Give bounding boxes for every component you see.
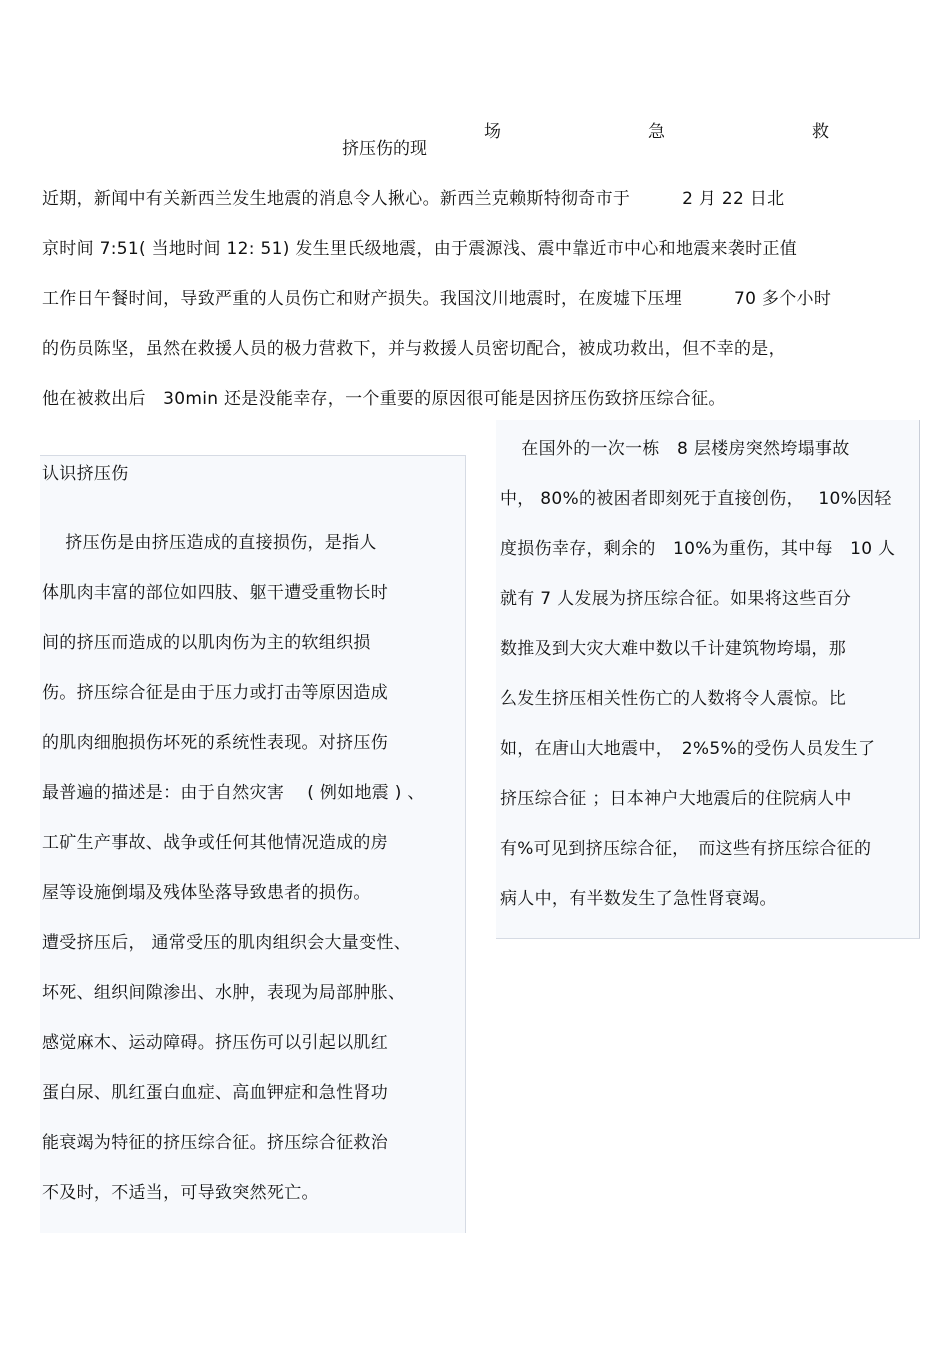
right-line: 病人中，有半数发生了急性肾衰竭。 [500, 889, 777, 909]
left-line: 间的挤压而造成的以肌肉伤为主的软组织损 [42, 633, 371, 653]
right-line: 如，在唐山大地震中， 2%5%的受伤人员发生了 [500, 739, 876, 759]
left-line: 屋等设施倒塌及残体坠落导致患者的损伤。 [42, 883, 371, 903]
intro-line: 近期，新闻中有关新西兰发生地震的消息令人揪心。新西兰克赖斯特彻奇市于 2 月 22 日北 [42, 189, 785, 209]
page-title-part-3: 急 [648, 122, 665, 142]
intro-line: 工作日午餐时间，导致严重的人员伤亡和财产损失。我国汶川地震时，在废墟下压埋 70 多个小时 [42, 289, 832, 309]
intro-line: 他在被救出后 30min 还是没能幸存，一个重要的原因很可能是因挤压伤致挤压综合征。 [42, 389, 726, 409]
left-line: 蛋白尿、肌红蛋白血症、高血钾症和急性肾功 [42, 1083, 388, 1103]
right-line: 么发生挤压相关性伤亡的人数将令人震惊。比 [500, 689, 846, 709]
right-line: 有%可见到挤压综合征， 而这些有挤压综合征的 [500, 839, 872, 859]
section-heading: 认识挤压伤 [42, 464, 129, 484]
right-text-box [496, 420, 920, 939]
left-line: 的肌肉细胞损伤坏死的系统性表现。对挤压伤 [42, 733, 388, 753]
right-line: 度损伤幸存，剩余的 10%为重伤，其中每 10 人 [500, 539, 896, 559]
left-line: 能衰竭为特征的挤压综合征。挤压综合征救治 [42, 1133, 388, 1153]
left-text-box [40, 455, 466, 1233]
right-line: 数推及到大灾大难中数以千计建筑物垮塌，那 [500, 639, 846, 659]
left-line: 遭受挤压后， 通常受压的肌肉组织会大量变性、 [42, 933, 412, 953]
intro-line: 京时间 7:51( 当地时间 12: 51) 发生里氏级地震，由于震源浅、震中靠近市中心和地震来袭时正值 [42, 239, 798, 259]
page-title-part-2: 场 [484, 122, 501, 142]
left-line: 感觉麻木、运动障碍。挤压伤可以引起以肌红 [42, 1033, 388, 1053]
left-line: 工矿生产事故、战争或任何其他情况造成的房 [42, 833, 388, 853]
right-line: 挤压综合征 ；日本神户大地震后的住院病人中 [500, 789, 852, 809]
right-line: 中， 80%的被困者即刻死于直接创伤， 10%因轻 [500, 489, 892, 509]
left-line: 不及时，不适当，可导致突然死亡。 [42, 1183, 319, 1203]
left-line: 坏死、组织间隙渗出、水肿，表现为局部肿胀、 [42, 983, 406, 1003]
left-line: 伤。挤压综合征是由于压力或打击等原因造成 [42, 683, 388, 703]
left-line: 最普遍的描述是：由于自然灾害 ( 例如地震 ) 、 [42, 783, 425, 803]
left-line: 体肌肉丰富的部位如四肢、躯干遭受重物长时 [42, 583, 388, 603]
right-line: 在国外的一次一栋 8 层楼房突然垮塌事故 [504, 439, 850, 459]
right-line: 就有 7 人发展为挤压综合征。如果将这些百分 [500, 589, 852, 609]
page-title-part-1: 挤压伤的现 [342, 139, 427, 159]
page-title-part-4: 救 [812, 122, 829, 142]
left-line: 挤压伤是由挤压造成的直接损伤，是指人 [48, 533, 377, 553]
intro-line: 的伤员陈坚，虽然在救援人员的极力营救下，并与救援人员密切配合，被成功救出，但不幸的是， [42, 339, 786, 359]
